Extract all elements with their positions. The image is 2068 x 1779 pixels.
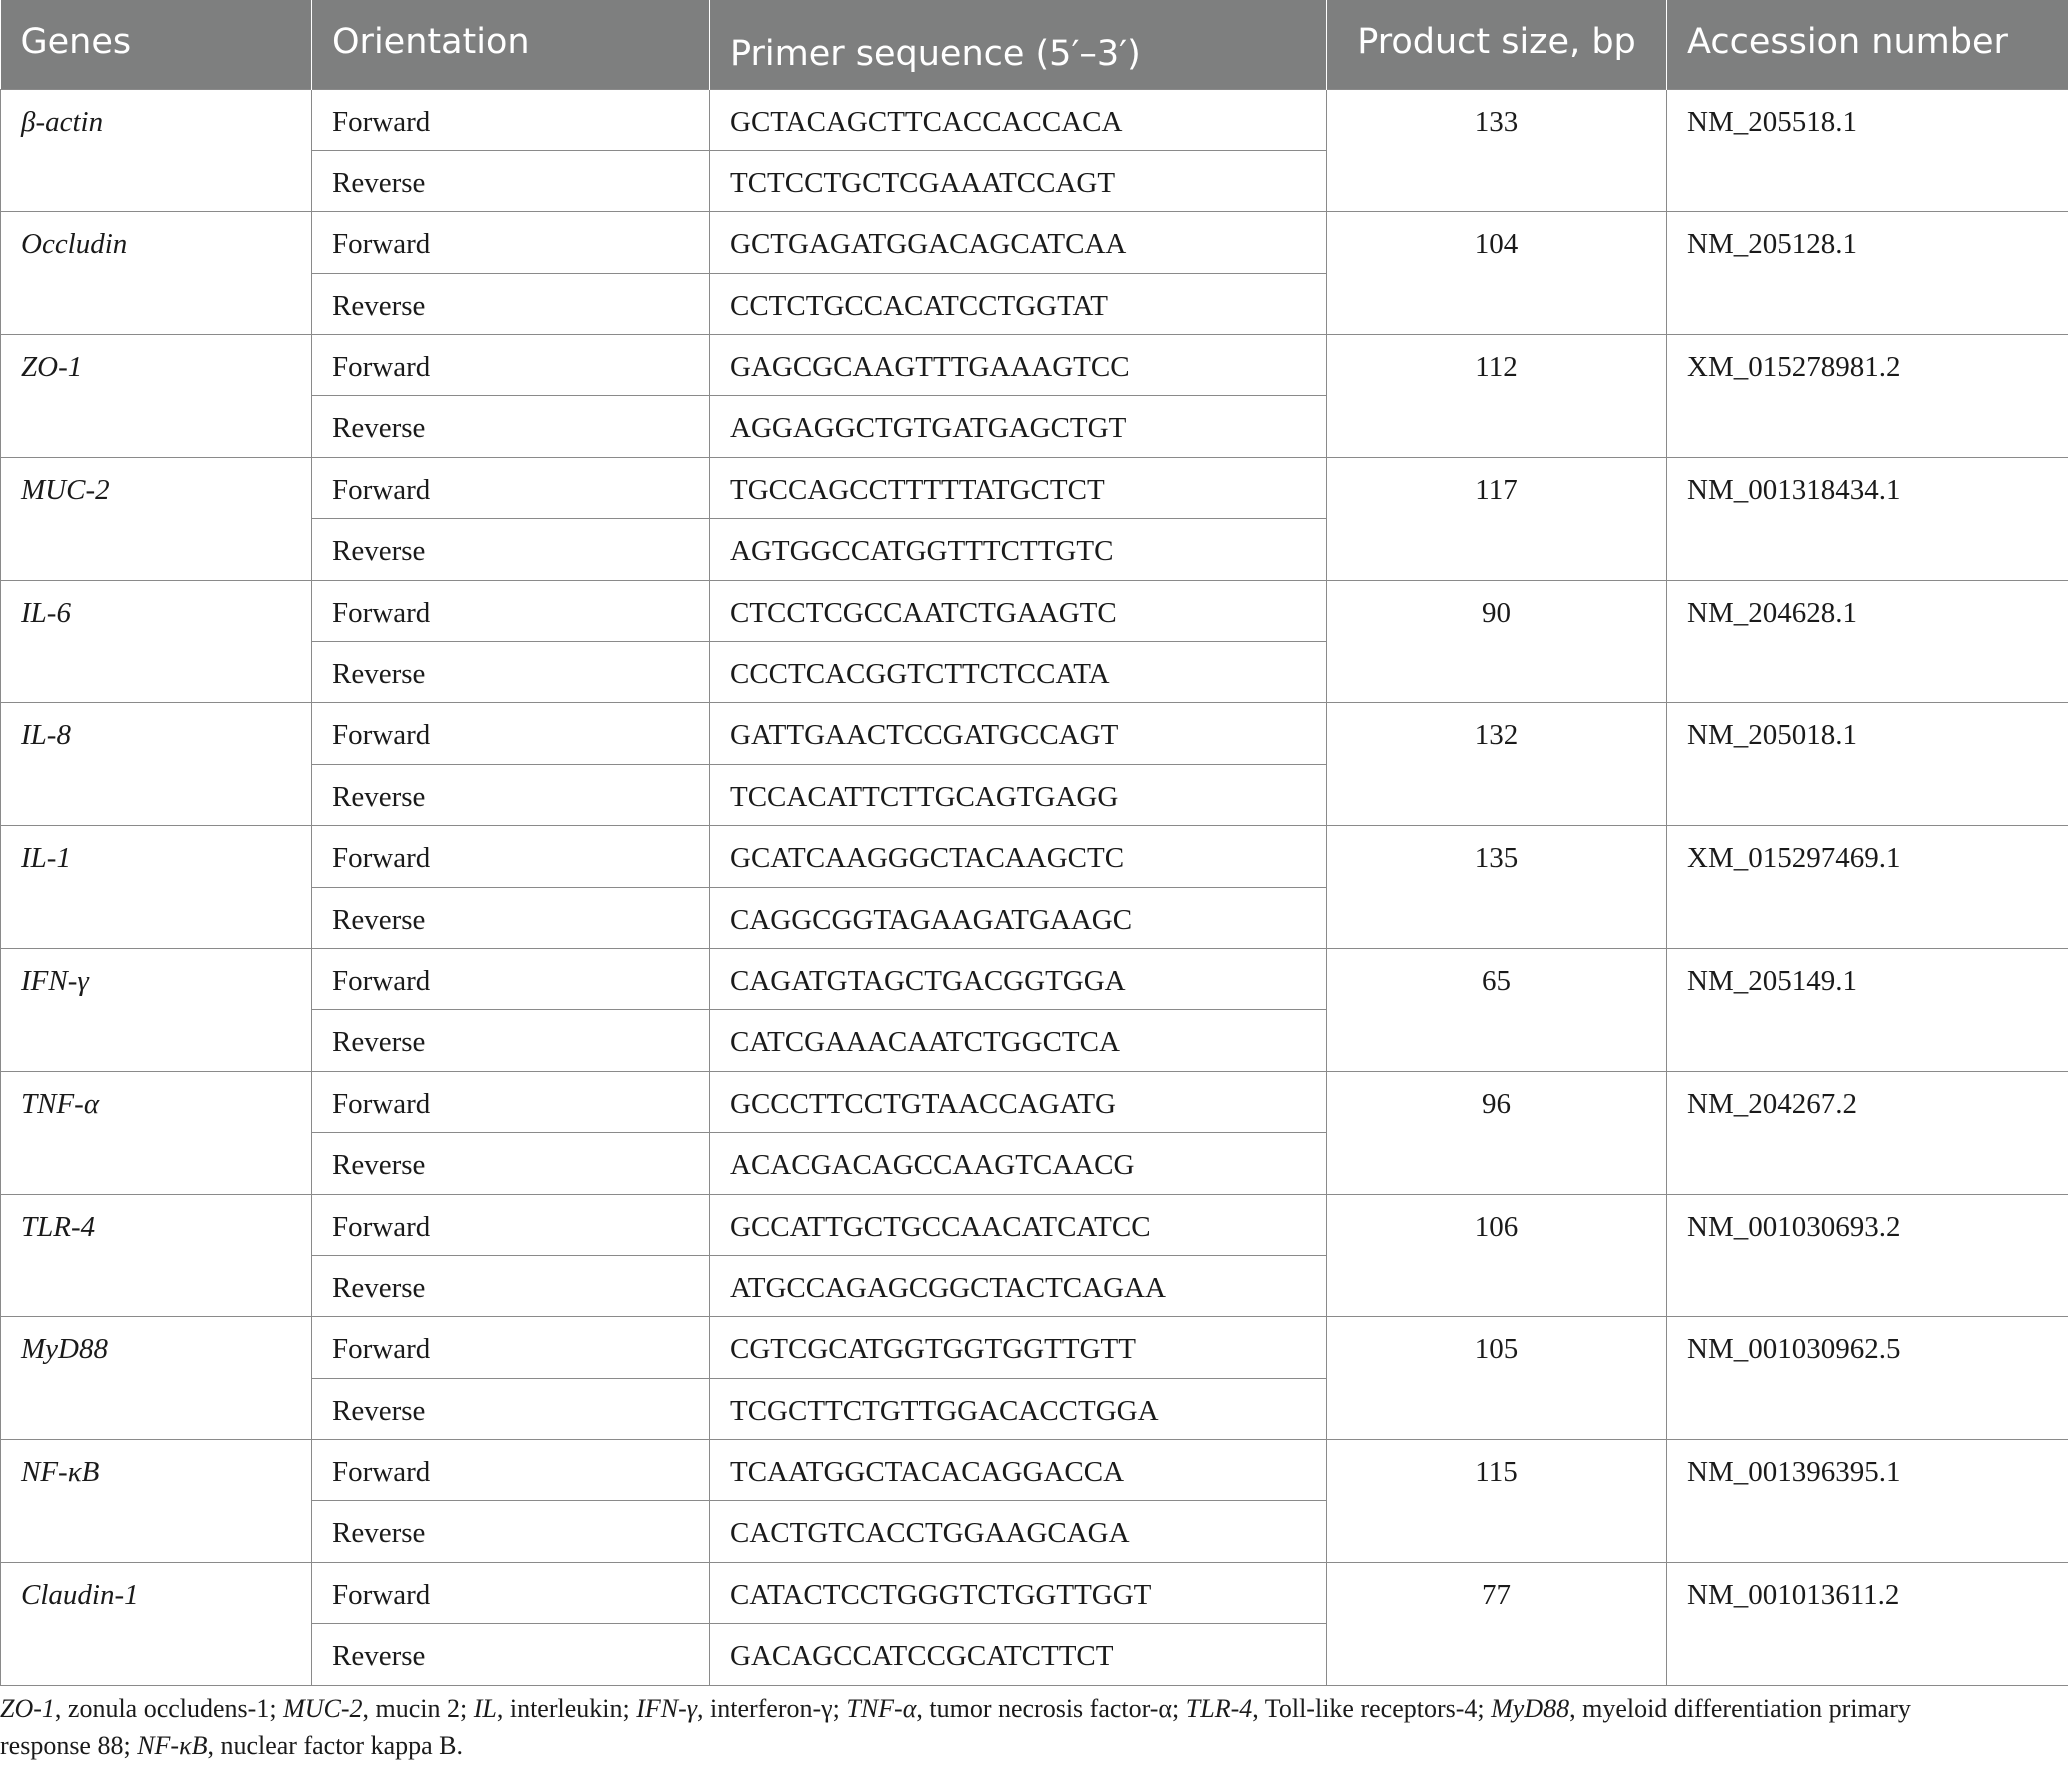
footnote-abbreviation: TLR-4	[1185, 1694, 1253, 1723]
primer-sequence-cell: ACACGACAGCCAAGTCAACG	[710, 1133, 1327, 1194]
primer-sequence-cell: CAGGCGGTAGAAGATGAAGC	[710, 887, 1327, 948]
header-accession-number: Accession number	[1667, 0, 2068, 89]
product-size-cell: 77	[1327, 1562, 1667, 1685]
accession-number-cell: NM_204267.2	[1667, 1071, 2068, 1194]
primer-sequence-cell: CATACTCCTGGGTCTGGTTGGT	[710, 1562, 1327, 1623]
table-row-forward	[1, 1317, 2068, 1378]
primer-sequence-cell: CCTCTGCCACATCCTGGTAT	[710, 273, 1327, 334]
gene-name-cell: IL-1	[1, 826, 312, 949]
orientation-cell: Forward	[312, 826, 710, 887]
primer-sequence-cell: GCTACAGCTTCACCACCACA	[710, 89, 1327, 150]
orientation-cell: Forward	[312, 1317, 710, 1378]
product-size-cell: 90	[1327, 580, 1667, 703]
header-row	[1, 0, 2068, 89]
product-size-cell: 133	[1327, 89, 1667, 212]
accession-number-cell: NM_205128.1	[1667, 212, 2068, 335]
footnote-definition: , tumor necrosis factor-α;	[916, 1694, 1186, 1723]
product-size-cell: 112	[1327, 335, 1667, 458]
accession-number-cell: NM_001030962.5	[1667, 1317, 2068, 1440]
table-row-forward	[1, 580, 2068, 641]
table-row-forward	[1, 826, 2068, 887]
table-row-forward	[1, 335, 2068, 396]
header-primer-sequence: Primer sequence (5′–3′)	[710, 0, 1327, 89]
orientation-cell: Reverse	[312, 764, 710, 825]
footnote-definition: , mucin 2;	[362, 1694, 474, 1723]
footnote-definition: , interferon-γ;	[697, 1694, 847, 1723]
orientation-cell: Forward	[312, 1440, 710, 1501]
primer-sequence-cell: TGCCAGCCTTTTTATGCTCT	[710, 457, 1327, 518]
gene-name-cell: Occludin	[1, 212, 312, 335]
orientation-cell: Reverse	[312, 1133, 710, 1194]
primer-sequence-cell: GCTGAGATGGACAGCATCAA	[710, 212, 1327, 273]
orientation-cell: Reverse	[312, 642, 710, 703]
primer-sequence-cell: CATCGAAACAATCTGGCTCA	[710, 1010, 1327, 1071]
orientation-cell: Reverse	[312, 150, 710, 211]
footnote-definition: , zonula occludens-1;	[54, 1694, 284, 1723]
table-row-forward	[1, 457, 2068, 518]
table-row-forward	[1, 703, 2068, 764]
primer-sequence-cell: GAGCGCAAGTTTGAAAGTCC	[710, 335, 1327, 396]
gene-name-cell: NF-κB	[1, 1440, 312, 1563]
gene-name-cell: TNF-α	[1, 1071, 312, 1194]
gene-name-cell: β-actin	[1, 89, 312, 212]
primer-sequence-cell: GCCCTTCCTGTAACCAGATG	[710, 1071, 1327, 1132]
orientation-cell: Forward	[312, 1562, 710, 1623]
primer-sequence-cell: CCCTCACGGTCTTCTCCATA	[710, 642, 1327, 703]
product-size-cell: 104	[1327, 212, 1667, 335]
gene-name-cell: Claudin-1	[1, 1562, 312, 1685]
accession-number-cell: NM_001318434.1	[1667, 457, 2068, 580]
primer-sequence-cell: CTCCTCGCCAATCTGAAGTC	[710, 580, 1327, 641]
product-size-cell: 132	[1327, 703, 1667, 826]
orientation-cell: Reverse	[312, 396, 710, 457]
orientation-cell: Forward	[312, 948, 710, 1009]
primer-sequence-cell: CACTGTCACCTGGAAGCAGA	[710, 1501, 1327, 1562]
header-genes: Genes	[1, 0, 312, 89]
orientation-cell: Reverse	[312, 1378, 710, 1439]
gene-name-cell: MUC-2	[1, 457, 312, 580]
footnote-abbreviation: MyD88	[1491, 1694, 1570, 1723]
orientation-cell: Reverse	[312, 1501, 710, 1562]
orientation-cell: Forward	[312, 212, 710, 273]
gene-name-cell: ZO-1	[1, 335, 312, 458]
footnote-abbreviation: TNF-α	[846, 1694, 917, 1723]
orientation-cell: Forward	[312, 1071, 710, 1132]
primer-sequence-cell: AGTGGCCATGGTTTCTTGTC	[710, 519, 1327, 580]
gene-name-cell: MyD88	[1, 1317, 312, 1440]
product-size-cell: 65	[1327, 948, 1667, 1071]
primer-sequence-cell: TCGCTTCTGTTGGACACCTGGA	[710, 1378, 1327, 1439]
primer-sequence-cell: GACAGCCATCCGCATCTTCT	[710, 1624, 1327, 1685]
orientation-cell: Reverse	[312, 519, 710, 580]
footnote-definition: , nuclear factor kappa B.	[207, 1731, 463, 1760]
table-row-forward	[1, 1071, 2068, 1132]
gene-name-cell: IFN-γ	[1, 948, 312, 1071]
orientation-cell: Forward	[312, 89, 710, 150]
table-row-forward	[1, 948, 2068, 1009]
footnote-abbreviation: IFN-γ	[636, 1694, 697, 1723]
table-row-forward	[1, 1562, 2068, 1623]
primer-sequence-cell: ATGCCAGAGCGGCTACTCAGAA	[710, 1255, 1327, 1316]
orientation-cell: Reverse	[312, 1010, 710, 1071]
accession-number-cell: NM_001013611.2	[1667, 1562, 2068, 1685]
product-size-cell: 105	[1327, 1317, 1667, 1440]
primer-sequence-cell: TCCACATTCTTGCAGTGAGG	[710, 764, 1327, 825]
primer-sequence-cell: CAGATGTAGCTGACGGTGGA	[710, 948, 1327, 1009]
primer-sequence-cell: TCTCCTGCTCGAAATCCAGT	[710, 150, 1327, 211]
accession-number-cell: XM_015297469.1	[1667, 826, 2068, 949]
orientation-cell: Forward	[312, 580, 710, 641]
table-body	[1, 89, 2068, 1685]
orientation-cell: Reverse	[312, 1255, 710, 1316]
header-product-size: Product size, bp	[1327, 0, 1667, 89]
gene-name-cell: IL-6	[1, 580, 312, 703]
primer-sequence-cell: CGTCGCATGGTGGTGGTTGTT	[710, 1317, 1327, 1378]
accession-number-cell: NM_205149.1	[1667, 948, 2068, 1071]
footnote-definition: , myeloid differentiation primary response 88;	[0, 1694, 1911, 1760]
table-row-forward	[1, 212, 2068, 273]
header-orientation: Orientation	[312, 0, 710, 89]
footnote-abbreviation: NF-κB	[137, 1731, 208, 1760]
orientation-cell: Forward	[312, 457, 710, 518]
orientation-cell: Reverse	[312, 1624, 710, 1685]
accession-number-cell: NM_001396395.1	[1667, 1440, 2068, 1563]
product-size-cell: 106	[1327, 1194, 1667, 1317]
orientation-cell: Reverse	[312, 887, 710, 948]
gene-name-cell: TLR-4	[1, 1194, 312, 1317]
table-row-forward	[1, 89, 2068, 150]
primer-sequence-cell: AGGAGGCTGTGATGAGCTGT	[710, 396, 1327, 457]
product-size-cell: 96	[1327, 1071, 1667, 1194]
orientation-cell: Forward	[312, 703, 710, 764]
table-footnote	[0, 1690, 2000, 1764]
accession-number-cell: NM_205018.1	[1667, 703, 2068, 826]
table-row-forward	[1, 1194, 2068, 1255]
orientation-cell: Forward	[312, 335, 710, 396]
orientation-cell: Reverse	[312, 273, 710, 334]
primer-sequence-cell: GCCATTGCTGCCAACATCATCC	[710, 1194, 1327, 1255]
footnote-abbreviation: ZO-1	[0, 1694, 55, 1723]
footnote-abbreviation: IL	[473, 1694, 497, 1723]
accession-number-cell: XM_015278981.2	[1667, 335, 2068, 458]
product-size-cell: 117	[1327, 457, 1667, 580]
primer-sequence-cell: TCAATGGCTACACAGGACCA	[710, 1440, 1327, 1501]
product-size-cell: 115	[1327, 1440, 1667, 1563]
gene-name-cell: IL-8	[1, 703, 312, 826]
product-size-cell: 135	[1327, 826, 1667, 949]
orientation-cell: Forward	[312, 1194, 710, 1255]
primer-sequence-cell: GCATCAAGGGCTACAAGCTC	[710, 826, 1327, 887]
footnote-abbreviation: MUC-2	[283, 1694, 363, 1723]
accession-number-cell: NM_204628.1	[1667, 580, 2068, 703]
footnote-definition: , Toll-like receptors-4;	[1252, 1694, 1492, 1723]
table-row-forward	[1, 1440, 2068, 1501]
accession-number-cell: NM_205518.1	[1667, 89, 2068, 212]
accession-number-cell: NM_001030693.2	[1667, 1194, 2068, 1317]
footnote-definition: , interleukin;	[496, 1694, 637, 1723]
primer-sequence-cell: GATTGAACTCCGATGCCAGT	[710, 703, 1327, 764]
